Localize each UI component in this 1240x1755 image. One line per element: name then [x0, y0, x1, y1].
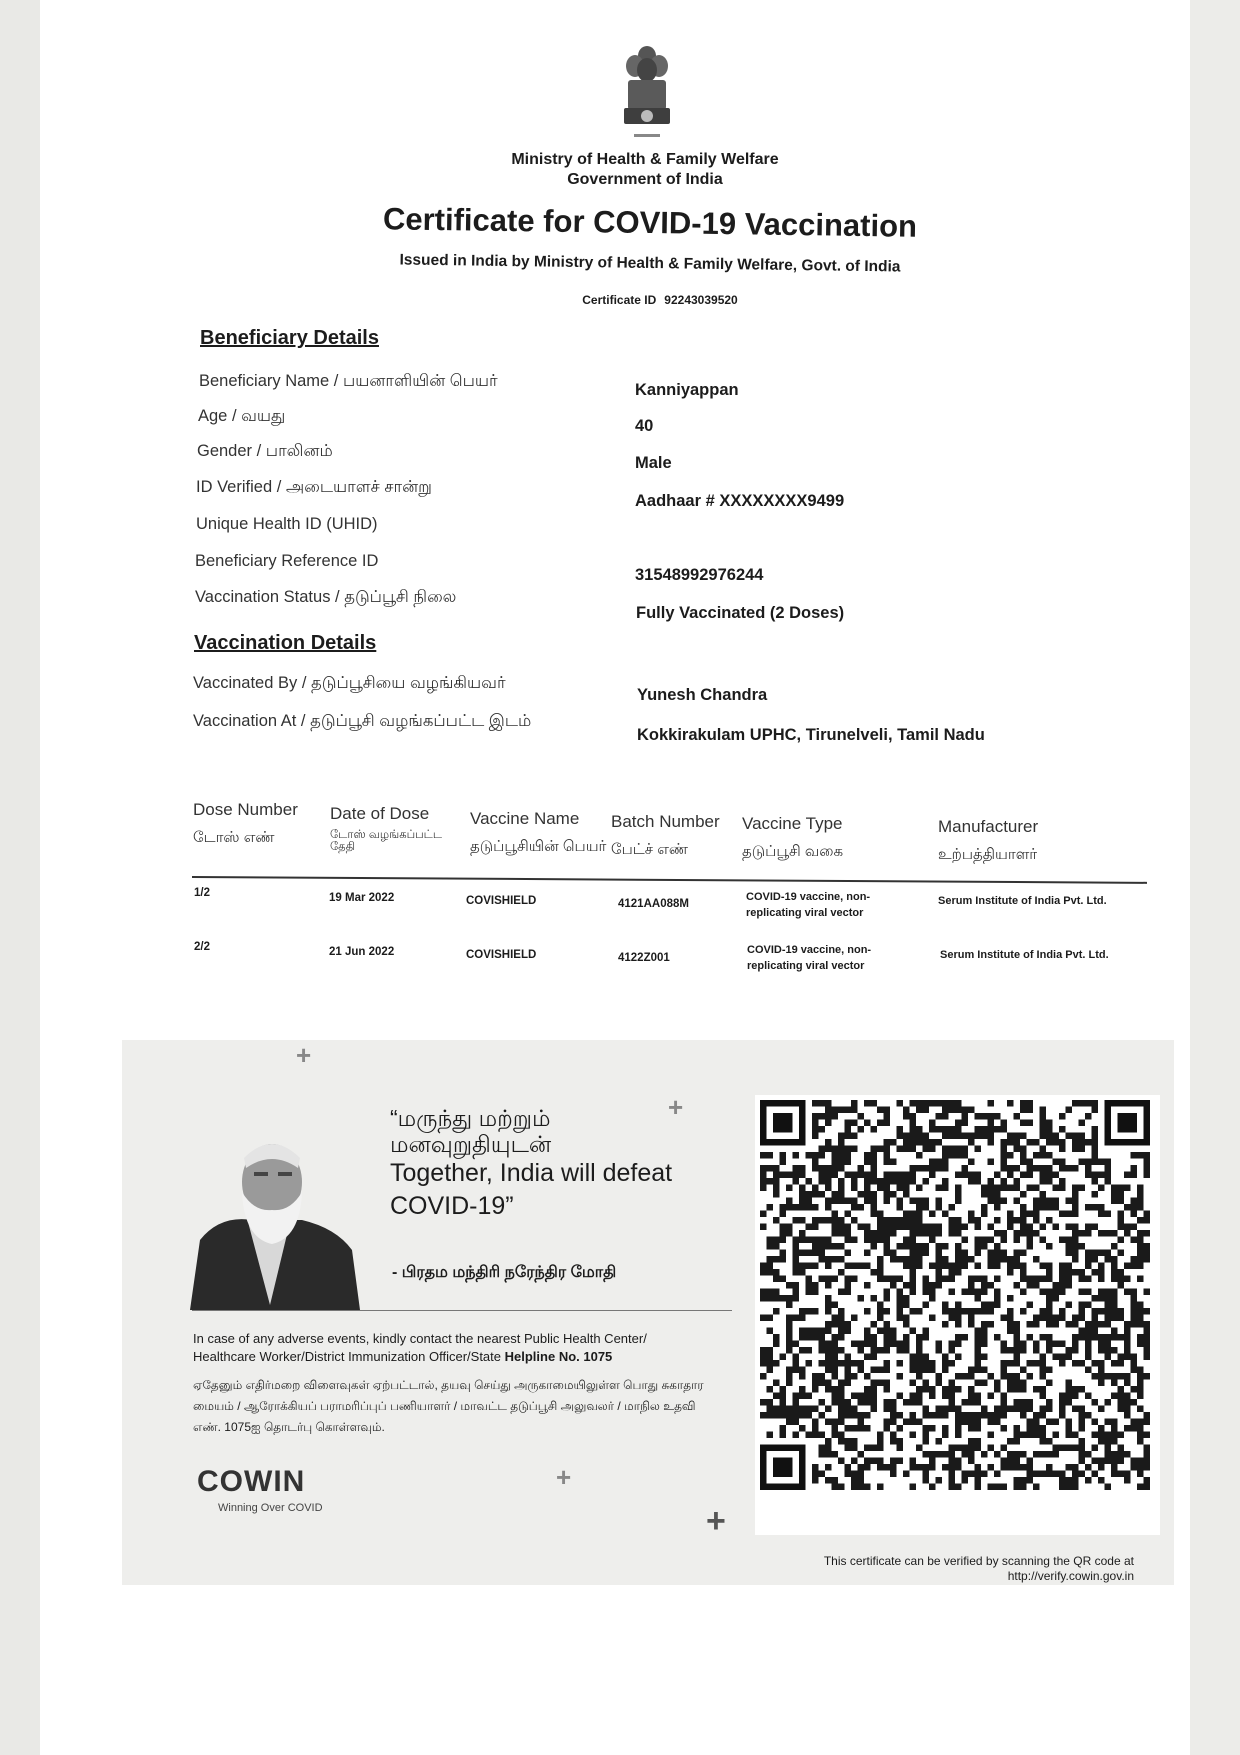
uhid-label: Unique Health ID (UHID): [196, 515, 378, 533]
adverse-events-notice: [193, 1330, 713, 1366]
plus-icon: +: [296, 1040, 312, 1070]
beneficiary-reference-id-value: 31548992976244: [635, 566, 764, 584]
table-header-vaccine-type: [742, 813, 892, 863]
vaccine-name-cell: COVISHIELD: [466, 949, 537, 961]
vaccination-status-value: Fully Vaccinated (2 Doses): [636, 604, 845, 622]
certificate-id-label: Certificate ID: [582, 293, 657, 307]
table-header-batch-number: [611, 811, 736, 861]
beneficiary-name-label: Beneficiary Name / பயனாளியின் பெயர்: [199, 372, 498, 390]
table-header-manufacturer: [938, 816, 1098, 866]
cowin-tagline: Winning Over COVID: [218, 1502, 323, 1514]
beneficiary-details-heading: Beneficiary Details: [200, 327, 379, 349]
certificate-id-value: 92243039520: [664, 293, 738, 307]
helpline-number: Helpline No. 1075: [504, 1349, 613, 1364]
national-emblem-icon: [618, 42, 676, 152]
verification-qr-code: [755, 1095, 1160, 1535]
vaccinated-by-value: Yunesh Chandra: [637, 686, 768, 704]
footer-divider: [192, 1310, 732, 1311]
manufacturer-cell: Serum Institute of India Pvt. Ltd.: [938, 895, 1107, 907]
vaccination-at-value: Kokkirakulam UPHC, Tirunelveli, Tamil Nadu: [637, 726, 985, 744]
certificate-title: Certificate for COVID-19 Vaccination: [382, 201, 918, 244]
government-name: Government of India: [567, 171, 723, 188]
adverse-events-notice-tamil: ஏதேனும் எதிர்மறை விளைவுகள் ஏற்பட்டால், தயவு செய்து அருகாமையிலுள்ள பொது சுகாதார மையம் / ஆரோக்கியப் பராமரிப்புப் பணியாளர் / மாவட்ட தடுப்பூசி அலுவலர் / மாநில உதவி எண். 1075ஐ தொடர்பு கொள்ளவும்.: [193, 1378, 704, 1434]
dose-number-cell: 1/2: [194, 887, 210, 899]
beneficiary-reference-id-label: Beneficiary Reference ID: [195, 552, 379, 570]
plus-icon: +: [556, 1462, 572, 1492]
certificate-id: [500, 293, 820, 307]
ministry-block: [420, 150, 870, 190]
header-en: Manufacturer: [938, 817, 1039, 836]
header-ta: பேட்ச் எண்: [611, 841, 689, 858]
id-verified-value: Aadhaar # XXXXXXXX9499: [635, 492, 845, 510]
dose-date-cell: 21 Jun 2022: [329, 946, 395, 958]
vaccination-at-label: Vaccination At / தடுப்பூசி வழங்கப்பட்ட இடம்: [193, 712, 532, 730]
vaccine-name-cell: COVISHIELD: [466, 895, 537, 907]
header-ta: உற்பத்தியாளர்: [938, 846, 1038, 863]
header-en: Batch Number: [611, 812, 720, 831]
verification-note-text: This certificate can be verified by scanning the QR code at: [823, 1554, 1134, 1568]
ministry-name: Ministry of Health & Family Welfare: [511, 151, 779, 168]
vaccine-type-cell: COVID-19 vaccine, non-replicating viral vector: [746, 891, 871, 919]
header-en: Vaccine Type: [742, 814, 843, 833]
header-en: Dose Number: [193, 800, 298, 819]
header-ta: டோஸ் வழங்கப்பட்ட தேதி: [330, 829, 442, 853]
verification-url: http://verify.cowin.gov.in: [1007, 1569, 1134, 1583]
scan-left-edge: [0, 0, 40, 1755]
header-en: Date of Dose: [330, 804, 430, 823]
issued-by-line: Issued in India by Ministry of Health & Family Welfare, Govt. of India: [399, 251, 901, 276]
table-header-dose-number: [193, 799, 323, 849]
header-ta: தடுப்பூசியின் பெயர்: [470, 838, 607, 855]
plus-icon: +: [706, 1502, 726, 1540]
verification-note: [750, 1554, 1134, 1584]
dose-number-cell: 2/2: [194, 941, 210, 953]
quote-english: Together, India will defeat COVID-19”: [390, 1159, 673, 1220]
age-value: 40: [635, 417, 654, 435]
header-en: Vaccine Name: [470, 809, 580, 828]
vaccinated-by-label: Vaccinated By / தடுப்பூசியை வழங்கியவர்: [193, 674, 506, 692]
plus-icon: +: [668, 1092, 684, 1122]
header-ta: தடுப்பூசி வகை: [742, 843, 844, 860]
cowin-logo: COWIN: [197, 1465, 306, 1498]
beneficiary-name-value: Kanniyappan: [635, 381, 739, 399]
dose-date-cell: 19 Mar 2022: [329, 892, 395, 904]
quote-block: [390, 1105, 710, 1223]
age-label: Age / வயது: [198, 407, 286, 425]
gender-value: Male: [635, 454, 672, 472]
adverse-events-text: In case of any adverse events, kindly contact the nearest Public Health Center/ Healthcare Worker/District Immunization Officer/State: [193, 1331, 647, 1364]
batch-number-cell: 4121AA088M: [618, 898, 689, 910]
id-verified-label: ID Verified / அடையாளச் சான்று: [196, 478, 432, 496]
header-ta: டோஸ் எண்: [193, 829, 275, 846]
gender-label: Gender / பாலினம்: [197, 442, 333, 460]
vaccination-status-label: Vaccination Status / தடுப்பூசி நிலை: [195, 588, 457, 606]
batch-number-cell: 4122Z001: [618, 952, 670, 964]
quote-attribution: - பிரதம மந்திரி நரேந்திர மோதி: [392, 1264, 617, 1281]
vaccination-details-heading: Vaccination Details: [194, 632, 377, 654]
manufacturer-cell: Serum Institute of India Pvt. Ltd.: [940, 949, 1109, 961]
table-header-date-of-dose: [330, 803, 470, 853]
prime-minister-photo: [190, 1120, 360, 1310]
scan-right-edge: [1190, 0, 1240, 1755]
table-header-vaccine-name: [470, 808, 610, 858]
quote-tamil: “மருந்து மற்றும் மனவுறுதியுடன்: [390, 1105, 552, 1157]
vaccine-type-cell: COVID-19 vaccine, non-replicating viral vector: [747, 944, 872, 972]
